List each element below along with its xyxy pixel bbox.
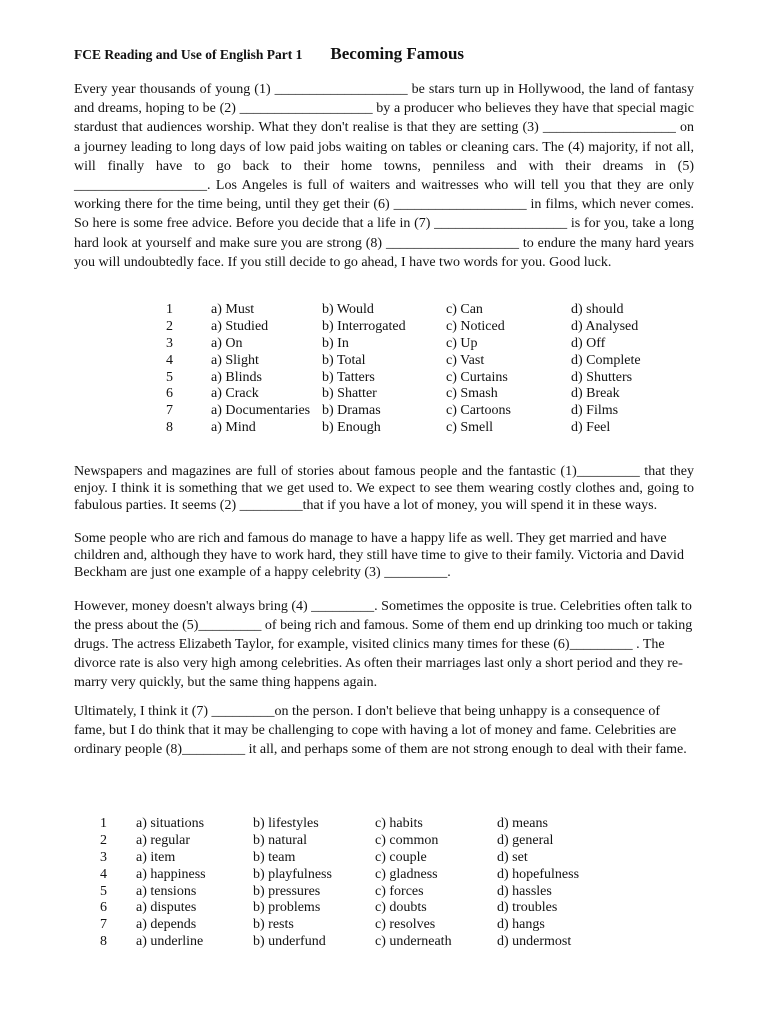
option-a: a) Studied	[211, 318, 269, 334]
option-d: d) Break	[571, 386, 620, 402]
option-c: c) Noticed	[446, 318, 505, 334]
option-a: a) Documentaries	[211, 403, 311, 419]
option-b: b) lifestyles	[253, 816, 319, 831]
option-b: b) In	[322, 335, 349, 351]
question-number: 2	[166, 318, 173, 334]
cloze-passage-1: Every year thousands of young (1) ___________________ be stars turn up in Hollywood, the land of fantasy and dreams, hoping to be (2) ___________________ by a producer who believes they have that special magic stardust that audiences worship. What they don't realise is that they are setting (3) ___________________ on a journey leading to long days of low paid jobs waiting on tables or cleaning cars. The (4) majority, if not all, will finally have to go back to their home towns, penniless and with their dreams in (5) ___________________. Los Angeles is full of waiters and waitresses who will tell you that they are only working there for the time being, until they get their (6) ___________________ in films, which never comes. So here is some free advice. Before you decide that a life in (7) ___________________ is for you, take a long hard look at yourself and make sure you are strong (8) ___________________ to endure the many hard years you will undoubtedly face. If you still decide to go ahead, I have two words for you. Good luck.	[74, 82, 694, 270]
option-d: d) Feel	[571, 420, 611, 436]
question-number: 3	[166, 335, 173, 351]
question-number: 4	[166, 352, 173, 368]
option-b: b) natural	[253, 832, 308, 848]
option-a: a) tensions	[136, 883, 197, 899]
question-number: 5	[100, 883, 107, 899]
option-row	[166, 336, 691, 353]
option-b: b) Enough	[322, 420, 381, 436]
option-b: b) Shatter	[322, 386, 377, 402]
option-d: d) Complete	[571, 352, 641, 368]
cloze-passage-2-paragraph-1: Newspapers and magazines are full of stories about famous people and the fantastic (1)_________ that they enjoy. I think it is something that we get used to. We expect to see them wearing costly clothes and, going to fabulous parties. It seems (2) _________that if you have a lot of money, you will spend it in these ways.	[74, 464, 694, 513]
option-b: b) pressures	[253, 883, 321, 899]
cloze-passage-2-paragraph-2: Some people who are rich and famous do manage to have a happy life as well. They get married and have children and, although they have to work hard, they still have time to give to their family. Victoria and David Beckham are just one example of a happy celebrity (3) _________.	[74, 531, 684, 580]
option-d: d) hopefulness	[497, 866, 580, 882]
option-b: b) Dramas	[322, 403, 381, 419]
option-row	[100, 816, 617, 833]
option-a: a) Mind	[211, 420, 256, 436]
option-row	[100, 917, 617, 934]
option-a: a) Crack	[211, 386, 259, 402]
option-a: a) depends	[136, 917, 197, 933]
option-c: c) couple	[375, 849, 427, 865]
option-c: c) Can	[446, 302, 483, 317]
option-c: c) common	[375, 832, 439, 848]
answer-options-table-2	[100, 816, 617, 951]
question-number: 1	[100, 816, 107, 831]
option-c: c) underneath	[375, 934, 452, 950]
option-d: d) Analysed	[571, 318, 639, 334]
option-b: b) rests	[253, 917, 294, 933]
option-row	[100, 884, 617, 901]
option-c: c) Up	[446, 335, 478, 351]
option-b: b) Tatters	[322, 369, 375, 385]
cloze-passage-2-paragraph-4: Ultimately, I think it (7) _________on the person. I don't believe that being unhappy is a consequence of fame, but I do think that it may be challenging to cope with having a lot of money and fame. Celebrities are ordinary people (8)_________ it all, and perhaps some of them are not strong enough to deal with their fame.	[74, 704, 687, 757]
question-number: 1	[166, 302, 173, 317]
question-number: 3	[100, 849, 107, 865]
option-b: b) problems	[253, 900, 321, 916]
option-row	[166, 403, 691, 420]
option-a: a) happiness	[136, 866, 206, 882]
option-row	[166, 319, 691, 336]
option-d: d) set	[497, 849, 528, 865]
option-c: c) gladness	[375, 866, 438, 882]
option-a: a) On	[211, 335, 243, 351]
cloze-passage-2-paragraph-3: However, money doesn't always bring (4) _________. Sometimes the opposite is true. Celebrities often talk to the press about the (5)_________ of being rich and famous. Some of them end up drinking too much or taking drugs. The actress Elizabeth Taylor, for example, visited clinics many times for these (6)_________ . The divorce rate is also very high among celebrities. As often their marriages last only a short period and they re-marry very quickly, but the same thing happens again.	[74, 599, 693, 690]
option-row	[100, 900, 617, 917]
question-number: 8	[100, 934, 107, 950]
option-row	[166, 420, 691, 437]
answer-options-table-1	[166, 302, 691, 437]
option-c: c) doubts	[375, 900, 427, 916]
option-c: c) habits	[375, 816, 423, 831]
option-b: b) Interrogated	[322, 318, 406, 334]
option-b: b) Total	[322, 352, 366, 368]
option-d: d) hassles	[497, 883, 552, 899]
option-row	[100, 850, 617, 867]
question-number: 2	[100, 832, 107, 848]
question-number: 6	[100, 900, 107, 916]
option-row	[166, 370, 691, 387]
option-c: c) resolves	[375, 917, 436, 933]
option-a: a) disputes	[136, 900, 197, 916]
exam-part-label: FCE Reading and Use of English Part 1	[74, 47, 303, 62]
option-b: b) Would	[322, 302, 374, 317]
option-d: d) Off	[571, 335, 606, 351]
option-c: c) forces	[375, 883, 424, 899]
option-d: d) hangs	[497, 917, 545, 933]
option-d: d) Films	[571, 403, 619, 419]
option-c: c) Curtains	[446, 369, 508, 385]
question-number: 7	[166, 403, 173, 419]
option-d: d) should	[571, 302, 624, 317]
page-title: Becoming Famous	[330, 44, 465, 63]
option-a: a) Slight	[211, 352, 259, 368]
question-number: 5	[166, 369, 173, 385]
option-d: d) general	[497, 832, 554, 848]
option-d: d) troubles	[497, 900, 558, 916]
option-c: c) Vast	[446, 352, 485, 368]
option-d: d) Shutters	[571, 369, 633, 385]
option-a: a) Must	[211, 302, 255, 317]
question-number: 6	[166, 386, 173, 402]
option-a: a) Blinds	[211, 369, 262, 385]
option-c: c) Smash	[446, 386, 498, 402]
worksheet-header	[74, 44, 464, 64]
option-row	[166, 353, 691, 370]
option-c: c) Smell	[446, 420, 494, 436]
option-b: b) team	[253, 849, 296, 865]
option-a: a) underline	[136, 934, 204, 950]
option-b: b) playfulness	[253, 866, 332, 882]
question-number: 4	[100, 866, 107, 882]
option-a: a) regular	[136, 832, 191, 848]
option-row	[100, 867, 617, 884]
option-row	[100, 833, 617, 850]
question-number: 7	[100, 917, 107, 933]
option-b: b) underfund	[253, 934, 326, 950]
option-d: d) means	[497, 816, 548, 831]
option-row	[100, 934, 617, 951]
option-c: c) Cartoons	[446, 403, 511, 419]
option-row	[166, 302, 691, 319]
option-a: a) item	[136, 849, 176, 865]
option-row	[166, 386, 691, 403]
option-d: d) undermost	[497, 934, 572, 950]
question-number: 8	[166, 420, 173, 436]
option-a: a) situations	[136, 816, 205, 831]
